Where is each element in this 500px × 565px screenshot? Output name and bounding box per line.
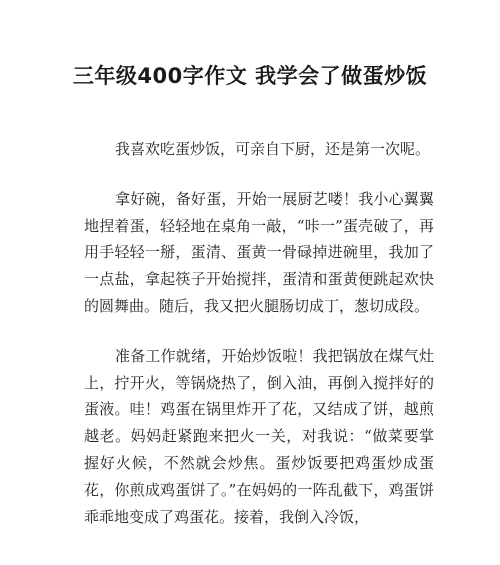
paragraph: 准备工作就绪，开始炒饭啦！我把锅放在煤气灶上，拧开火，等锅烧热了，倒入油，再倒入搅拌好的蛋液。哇！鸡蛋在锅里炸开了花，又结成了饼，越煎越老。妈妈赶紧跑来把火一关，对我说：“做菜要掌握好火候，不然就会炒焦。蛋炒饭要把鸡蛋炒成蛋花，你煎成鸡蛋饼了。”在妈妈的一阵乱截下，鸡蛋饼乖乖地变成了鸡蛋花。接着，我倒入冷饭， — [84, 346, 434, 526]
paragraph: 我喜欢吃蛋炒饭，可亲自下厨，还是第一次呢。 — [115, 140, 431, 158]
essay-body — [84, 136, 434, 553]
paragraph: 拿好碗，备好蛋，开始一展厨艺喽！我小心翼翼地捏着蛋，轻轻地在桌角一敲，“咔一”蛋壳破了，再用手轻轻一掰，蛋清、蛋黄一骨碌掉进碗里，我加了一点盐，拿起筷子开始搅拌，蛋清和蛋黄便跳起欢快的圆舞曲。随后，我又把火腿肠切成丁，葱切成段。 — [84, 189, 434, 315]
document-title: 三年级400字作文 我学会了做蛋炒饭 — [72, 64, 428, 88]
